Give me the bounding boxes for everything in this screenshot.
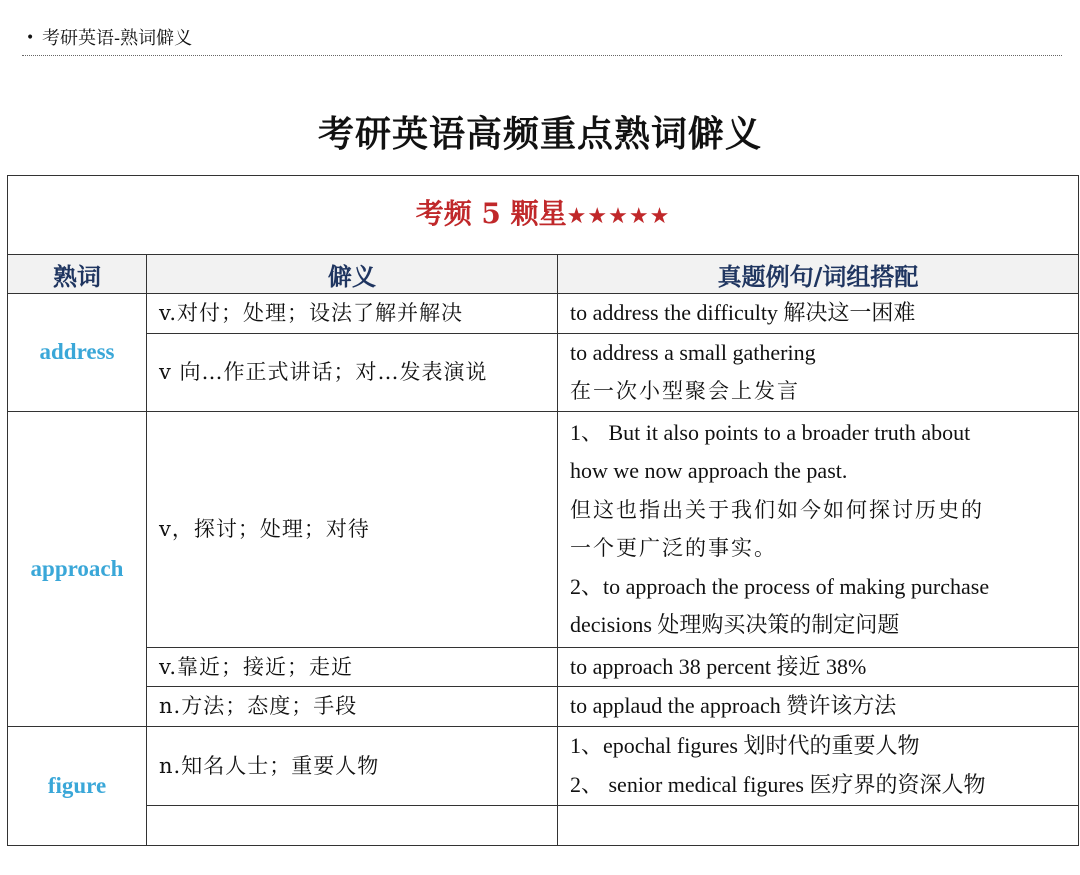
example-cell bbox=[558, 294, 1079, 334]
header-bullet: • bbox=[26, 30, 35, 46]
example-line: 在一次小型聚会上发言 bbox=[570, 379, 800, 403]
example-line: how we now approach the past. bbox=[570, 458, 848, 483]
example-line: to applaud the approach 赞许该方法 bbox=[570, 693, 897, 718]
example-line: decisions 处理购买决策的制定问题 bbox=[570, 612, 900, 637]
example-line: 1、 But it also points to a broader truth about bbox=[570, 419, 971, 445]
example-line: 1、epochal figures 划时代的重要人物 bbox=[570, 733, 920, 758]
column-header-meaning: 僻义 bbox=[147, 255, 558, 294]
vocab-table bbox=[7, 175, 1079, 846]
example-cell bbox=[558, 687, 1079, 727]
example-line: to approach 38 percent 接近 38% bbox=[570, 653, 867, 679]
meaning-cell: v.对付；处理；设法了解并解决 bbox=[147, 294, 558, 334]
page-title: 考研英语高频重点熟词僻义 bbox=[317, 113, 762, 155]
table-row bbox=[8, 647, 1079, 687]
example-cell bbox=[558, 726, 1079, 805]
table-row bbox=[8, 333, 1079, 411]
table-row bbox=[8, 687, 1079, 727]
example-line: to address a small gathering bbox=[570, 339, 816, 365]
table-row bbox=[8, 411, 1079, 647]
example-cell bbox=[558, 411, 1079, 647]
example-line: 2、 senior medical figures 医疗界的资深人物 bbox=[570, 771, 986, 797]
meaning-cell: n.方法；态度；手段 bbox=[147, 687, 558, 727]
page-header bbox=[22, 24, 1062, 56]
example-line: to address the difficulty 解决这一困难 bbox=[570, 300, 916, 325]
example-cell bbox=[558, 333, 1079, 411]
banner-text: 考频 5 颗星 bbox=[415, 196, 567, 230]
vocab-table-container bbox=[7, 175, 1078, 875]
meaning-cell: v.靠近；接近；走近 bbox=[147, 647, 558, 687]
header-text: 考研英语-熟词僻义 bbox=[42, 28, 193, 49]
table-row bbox=[8, 726, 1079, 805]
meaning-cell: v 向…作正式讲话；对…发表演说 bbox=[147, 333, 558, 411]
column-header-example: 真题例句/词组搭配 bbox=[558, 255, 1079, 294]
table-row bbox=[8, 294, 1079, 334]
star-rating: ★★★★★ bbox=[566, 203, 671, 229]
column-header-word: 熟词 bbox=[8, 255, 147, 294]
meaning-cell bbox=[147, 805, 558, 845]
example-cell bbox=[558, 805, 1079, 845]
example-line: 2、to approach the process of making purchase bbox=[570, 573, 990, 599]
meaning-cell: v，探讨；处理；对待 bbox=[147, 411, 558, 647]
example-line: 一个更广泛的事实。 bbox=[570, 536, 777, 560]
word-cell: figure bbox=[8, 726, 147, 845]
table-row bbox=[8, 805, 1079, 845]
meaning-cell: n.知名人士；重要人物 bbox=[147, 726, 558, 805]
example-cell bbox=[558, 647, 1079, 687]
frequency-banner bbox=[8, 176, 1079, 255]
banner-row bbox=[8, 176, 1079, 255]
example-line: 但这也指出关于我们如今如何探讨历史的 bbox=[570, 497, 984, 522]
word-cell: approach bbox=[8, 411, 147, 726]
word-cell: address bbox=[8, 294, 147, 412]
column-header-row bbox=[8, 255, 1079, 294]
